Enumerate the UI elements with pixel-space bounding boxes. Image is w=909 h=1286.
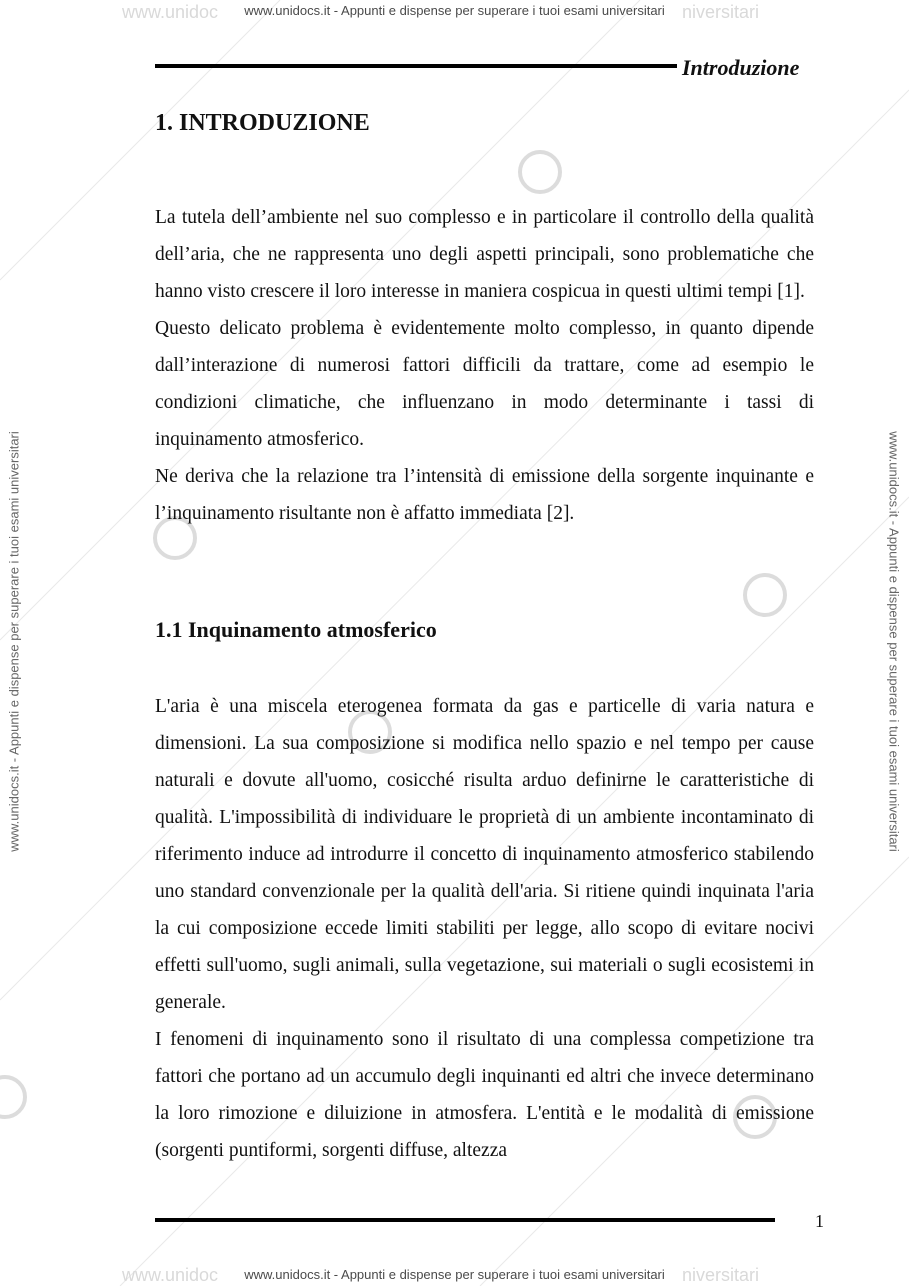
- watermark-ghost-left: www.unidoc: [122, 2, 219, 22]
- watermark-ghost-right: niversitari: [682, 2, 760, 22]
- body-paragraph: La tutela dell’ambiente nel suo complesso e in particolare il controllo della qualità dell’aria, che ne rappresenta uno degli aspetti principali, sono problematiche che hanno visto crescere il loro interesse in maniera cospicua in questi ultimi tempi [1].: [155, 207, 814, 302]
- body-paragraph: Questo delicato problema è evidentemente molto complesso, in quanto dipende dall’interazione di numerosi fattori difficili da trattare, come ad esempio le condizioni climatiche, che influenzano in modo determinante i tassi di inquinamento atmosferico.: [155, 318, 814, 450]
- footer-rule: [155, 1218, 775, 1222]
- body-paragraph: I fenomeni di inquinamento sono il risultato di una complessa competizione tra fattori che portano ad un accumulo degli inquinanti ed altri che invece determinano la loro rimozione e diluizione in atmosfera. L'entità e le modalità di emissione (sorgenti puntiformi, sorgenti diffuse, altezza: [155, 1029, 814, 1161]
- page-content: [155, 105, 814, 1169]
- body-paragraph: L'aria è una miscela eterogenea formata da gas e particelle di varia natura e dimensioni. La sua composizione si modifica nello spazio e nel tempo per cause naturali e dovute all'uomo, cosicché risulta arduo definirne le caratteristiche di qualità. L'impossibilità di individuare le proprietà di un ambiente incontaminato di riferimento induce ad introdurre il concetto di inquinamento atmosferico stabilendo uno standard convenzionale per la qualità dell'aria. Si ritiene quindi inquinata l'aria la cui composizione eccede limiti stabiliti per legge, allo scopo di evitare nocivi effetti sull'uomo, sugli animali, sulla vegetazione, sui materiali o sugli ecosistemi in generale.: [155, 696, 814, 1013]
- watermark-ghost-left-bottom: www.unidoc: [122, 1265, 219, 1285]
- section-heading: 1. INTRODUZIONE: [155, 110, 370, 136]
- body-paragraph: Ne deriva che la relazione tra l’intensità di emissione della sorgente inquinante e l’inquinamento risultante non è affatto immediata [2].: [155, 466, 814, 524]
- header-rule: [155, 64, 677, 68]
- page-number: 1: [815, 1211, 824, 1231]
- watermark-top: www.unidocs.it - Appunti e dispense per superare i tuoi esami universitari: [244, 3, 665, 18]
- running-header-title: Introduzione: [682, 55, 800, 80]
- watermark-side-left: www.unidocs.it - Appunti e dispense per superare i tuoi esami universitari: [6, 431, 22, 852]
- subsection-heading: 1.1 Inquinamento atmosferico: [155, 617, 437, 642]
- watermark-bottom: www.unidocs.it - Appunti e dispense per superare i tuoi esami universitari: [244, 1267, 665, 1282]
- watermark-side-right: www.unidocs.it - Appunti e dispense per superare i tuoi esami universitari: [886, 431, 902, 852]
- watermark-ghost-right-bottom: niversitari: [682, 1265, 760, 1285]
